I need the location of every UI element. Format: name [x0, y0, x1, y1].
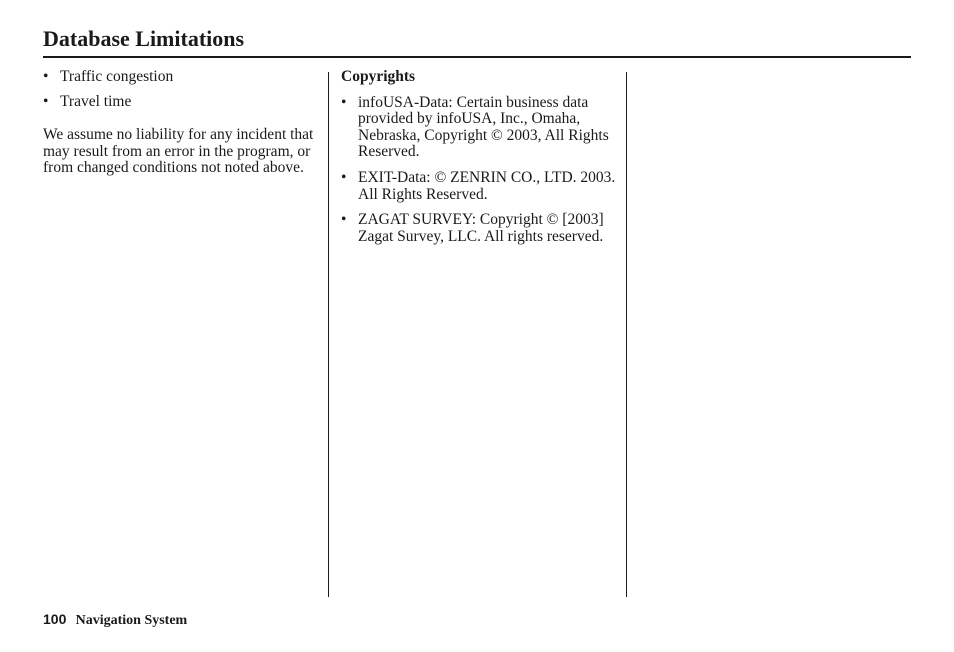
list-item: [43, 69, 319, 86]
bullet-icon: •: [43, 68, 49, 85]
bullet-icon: •: [341, 211, 347, 229]
liability-paragraph: We assume no liability for any incident that may result from an error in the program, or from changed conditions not noted above.: [43, 126, 314, 177]
list-item-text: infoUSA-Data: Certain business data provided by infoUSA, Inc., Omaha, Nebraska, Copyright © 2003, All Rights Reserved.: [358, 93, 609, 161]
left-bullet-list: [43, 69, 319, 110]
list-item-text: Traffic congestion: [60, 68, 174, 85]
list-item: [43, 94, 319, 111]
list-item: [341, 95, 617, 161]
left-column: [43, 69, 319, 177]
column-divider: [328, 72, 329, 597]
bullet-icon: •: [341, 93, 347, 111]
list-item-text: ZAGAT SURVEY: Copyright © [2003] Zagat Survey, LLC. All rights reserved.: [358, 211, 604, 245]
column-divider: [626, 72, 627, 597]
page-title: Database Limitations: [43, 26, 245, 51]
list-item: [341, 212, 617, 245]
list-item-text: Travel time: [60, 92, 132, 110]
list-item-text: EXIT-Data: © ZENRIN CO., LTD. 2003. All Rights Reserved.: [358, 168, 616, 203]
bullet-icon: •: [341, 168, 347, 186]
copyright-bullet-list: [341, 95, 617, 246]
page-footer: [43, 611, 187, 629]
footer-label: Navigation System: [75, 613, 188, 628]
middle-column: [341, 69, 617, 254]
bullet-icon: •: [43, 92, 49, 110]
title-rule: [43, 56, 911, 58]
section-heading: Copyrights: [341, 68, 416, 85]
page-number: 100: [43, 611, 67, 627]
list-item: [341, 170, 617, 203]
